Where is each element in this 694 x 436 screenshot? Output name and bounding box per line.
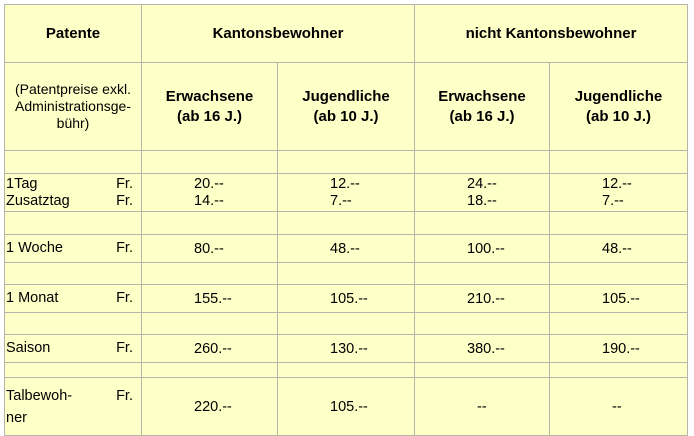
erwachsene-label: Erwachsene [165, 87, 254, 105]
jugendliche-label: Jugendliche [574, 87, 663, 105]
jugendliche-age: (ab 10 J.) [585, 107, 652, 125]
label-1monat: 1 Monat [6, 290, 59, 306]
price-value: 18.-- [467, 192, 497, 209]
currency-label: Fr. [116, 192, 133, 209]
price-value: 14.-- [194, 192, 224, 209]
table-row-tag [5, 174, 688, 212]
price-note-line2: Administrationsge- [15, 98, 131, 114]
table-row-saison [5, 335, 688, 363]
table-row-monat [5, 285, 688, 313]
cell-nkb-erw-talbewohner: -- [415, 378, 550, 436]
currency-label: Fr. [116, 340, 133, 356]
spacer-row [5, 212, 688, 235]
cell-kb-erw-tag [142, 174, 278, 212]
erwachsene-age: (ab 16 J.) [176, 107, 243, 125]
kb-erwachsene-header [142, 63, 278, 151]
label-saison: Saison [6, 340, 51, 356]
cell-nkb-erw-woche: 100.-- [415, 235, 550, 263]
cell-nkb-erw-tag [415, 174, 550, 212]
currency-label: Fr. [116, 387, 133, 404]
cell-nkb-erw-saison: 380.-- [415, 335, 550, 363]
patente-header: Patente [5, 5, 142, 63]
label-1woche: 1 Woche [6, 240, 63, 256]
jugendliche-age: (ab 10 J.) [313, 107, 379, 125]
patent-price-table [4, 4, 688, 436]
table-row-woche [5, 235, 688, 263]
row-label-saison [5, 335, 142, 363]
erwachsene-age: (ab 16 J.) [449, 107, 515, 125]
currency-label: Fr. [116, 240, 133, 256]
row-label-monat [5, 285, 142, 313]
cell-kb-erw-woche: 80.-- [142, 235, 278, 263]
row-label-talbewohner [5, 378, 142, 436]
cell-nkb-jug-tag [550, 174, 688, 212]
table-row-talbewohner [5, 378, 688, 436]
header-row [5, 5, 688, 63]
cell-kb-erw-saison: 260.-- [142, 335, 278, 363]
cell-kb-jug-talbewohner: 105.-- [278, 378, 415, 436]
cell-kb-jug-woche: 48.-- [278, 235, 415, 263]
price-note-line3: bühr) [56, 115, 90, 131]
cell-nkb-erw-monat: 210.-- [415, 285, 550, 313]
spacer-row [5, 363, 688, 378]
price-note [5, 63, 142, 151]
nkb-erwachsene-header [415, 63, 550, 151]
cell-kb-jug-saison: 130.-- [278, 335, 415, 363]
erwachsene-label: Erwachsene [438, 87, 526, 105]
cell-nkb-jug-saison: 190.-- [550, 335, 688, 363]
cell-nkb-jug-woche: 48.-- [550, 235, 688, 263]
price-value: 24.-- [467, 175, 497, 192]
currency-label: Fr. [116, 175, 133, 192]
price-value: 20.-- [194, 175, 224, 192]
kantonsbewohner-header: Kantonsbewohner [142, 5, 415, 63]
cell-kb-erw-talbewohner: 220.-- [142, 378, 278, 436]
cell-kb-jug-monat: 105.-- [278, 285, 415, 313]
nkb-jugendliche-header [550, 63, 688, 151]
currency-label: Fr. [116, 290, 133, 306]
price-value: 7.-- [330, 192, 352, 209]
row-label-tag [5, 174, 142, 212]
spacer-row [5, 151, 688, 174]
jugendliche-label: Jugendliche [302, 87, 390, 105]
spacer-row [5, 313, 688, 335]
label-talbewohner-1: Talbewoh- [6, 387, 73, 404]
label-zusatztag: Zusatztag [6, 192, 70, 209]
cell-kb-erw-monat: 155.-- [142, 285, 278, 313]
cell-nkb-jug-talbewohner: -- [550, 378, 688, 436]
price-value: 7.-- [602, 192, 624, 209]
nicht-kantonsbewohner-header: nicht Kantonsbewohner [415, 5, 688, 63]
row-label-woche [5, 235, 142, 263]
price-value: 12.-- [602, 175, 632, 192]
cell-kb-jug-tag [278, 174, 415, 212]
price-note-line1: (Patentpreise exkl. [15, 81, 131, 97]
label-talbewohner-2: ner [6, 409, 27, 426]
subheader-row [5, 63, 688, 151]
spacer-row [5, 263, 688, 285]
price-value: 12.-- [330, 175, 360, 192]
cell-nkb-jug-monat: 105.-- [550, 285, 688, 313]
kb-jugendliche-header [278, 63, 415, 151]
label-1tag: 1Tag [6, 175, 38, 192]
